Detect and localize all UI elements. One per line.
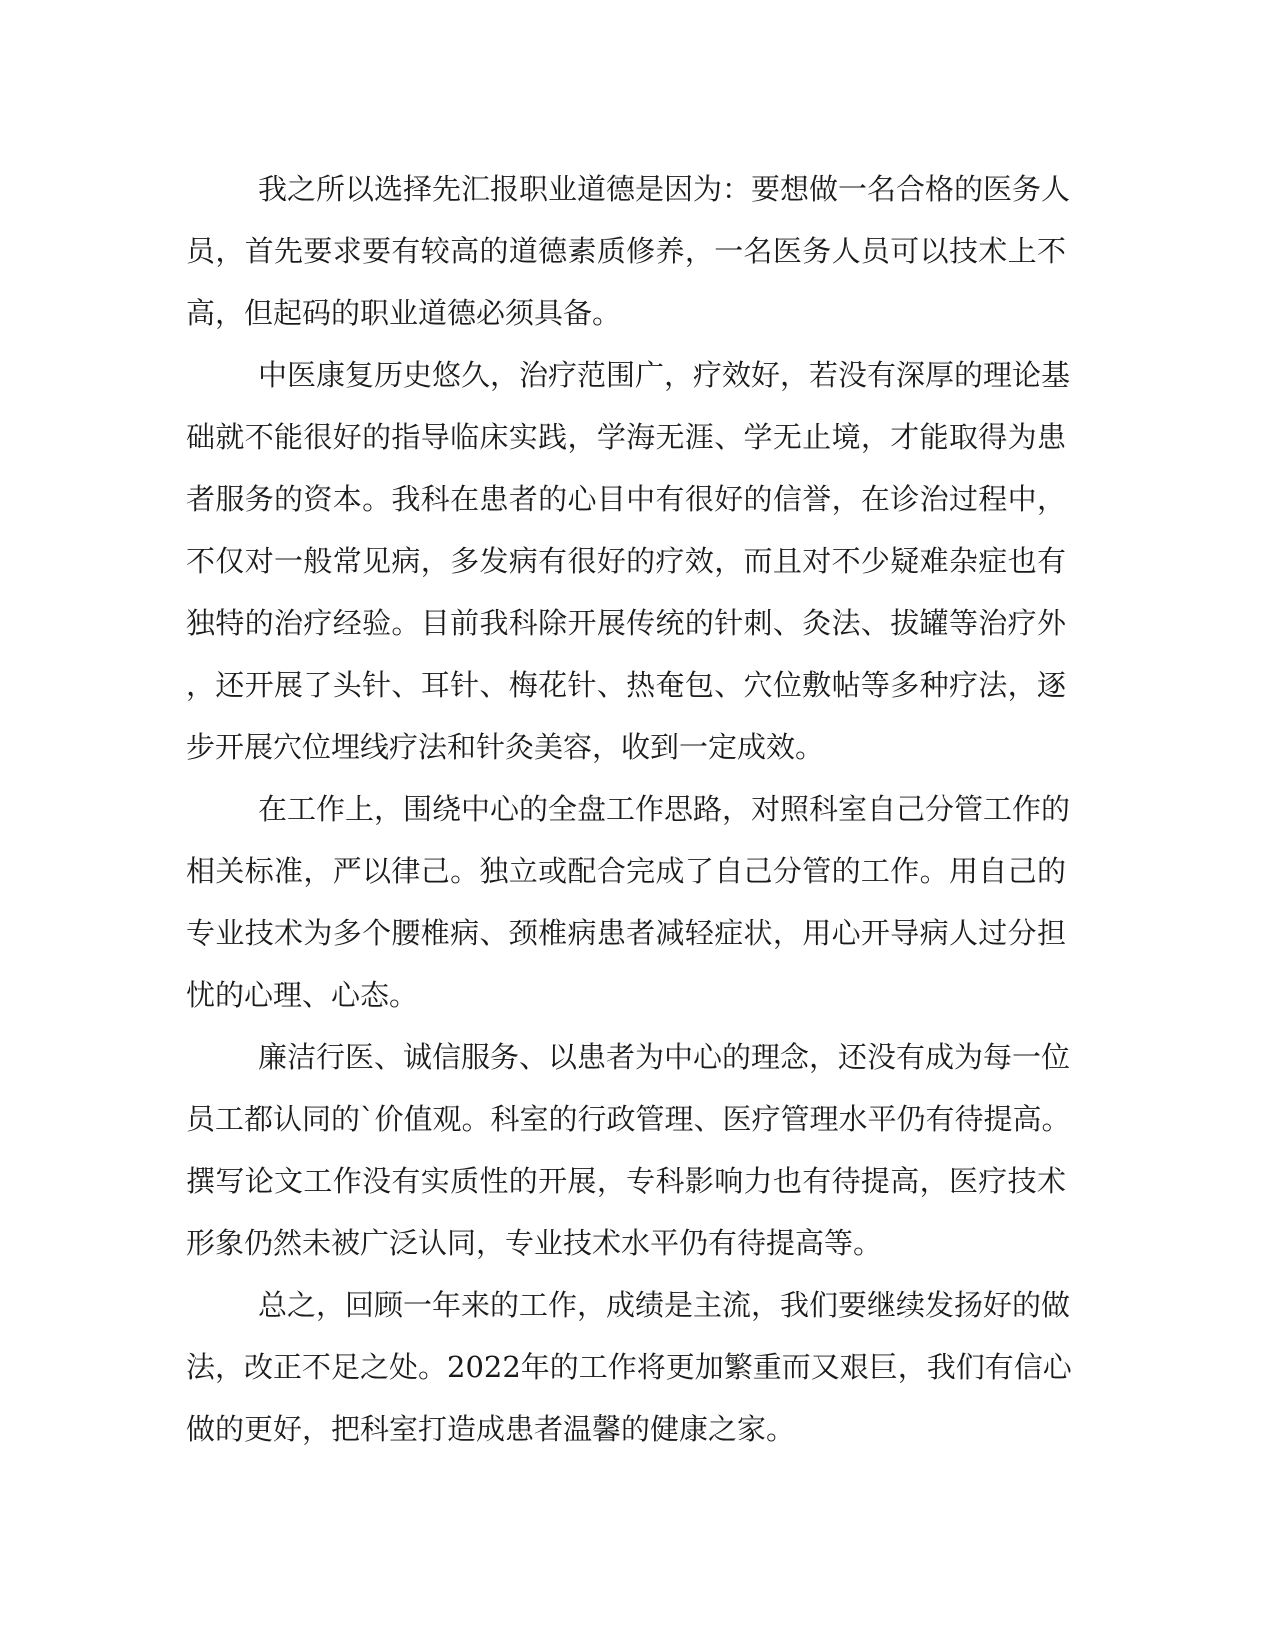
text-line: 形象仍然未被广泛认同，专业技术水平仍有待提高等。 [186, 1226, 883, 1260]
text-line: 在工作上，围绕中心的全盘工作思路，对照科室自己分管工作的 [258, 792, 1071, 826]
text-line: 独特的治疗经验。目前我科除开展传统的针刺、灸法、拔罐等治疗外 [186, 606, 1066, 640]
paragraph-professional-ethics [186, 158, 1071, 344]
text-line: 专业技术为多个腰椎病、颈椎病患者减轻症状，用心开导病人过分担 [186, 916, 1066, 950]
text-line: 撰写论文工作没有实质性的开展，专科影响力也有待提高，医疗技术 [186, 1164, 1066, 1198]
text-line: 廉洁行医、诚信服务、以患者为中心的理念，还没有成为每一位 [258, 1040, 1071, 1074]
text-line: 员，首先要求要有较高的道德素质修养，一名医务人员可以技术上不 [186, 234, 1066, 268]
document-body [186, 158, 1072, 1460]
text-line: 中医康复历史悠久，治疗范围广，疗效好，若没有深厚的理论基 [258, 358, 1071, 392]
paragraph-work [186, 778, 1071, 1026]
text-line: 忧的心理、心态。 [186, 978, 419, 1012]
paragraph-summary [186, 1274, 1072, 1460]
text-line: 者服务的资本。我科在患者的心目中有很好的信誉，在诊治过程中， [186, 482, 1066, 516]
paragraph-shortcomings [186, 1026, 1071, 1274]
text-line: 员工都认同的`价值观。科室的行政管理、医疗管理水平仍有待提高。 [186, 1102, 1071, 1136]
text-line: 法，改正不足之处。2022年的工作将更加繁重而又艰巨，我们有信心 [186, 1350, 1072, 1384]
text-line: 相关标准，严以律己。独立或配合完成了自己分管的工作。用自己的 [186, 854, 1066, 888]
text-line: ，还开展了头针、耳针、梅花针、热奄包、穴位敷帖等多种疗法，逐 [186, 668, 1066, 702]
text-line: 步开展穴位埋线疗法和针灸美容，收到一定成效。 [186, 730, 825, 764]
text-line: 高，但起码的职业道德必须具备。 [186, 296, 622, 330]
paragraph-tcm-rehabilitation [186, 344, 1071, 778]
text-line: 总之，回顾一年来的工作，成绩是主流，我们要继续发扬好的做 [258, 1288, 1071, 1322]
text-line: 不仅对一般常见病，多发病有很好的疗效，而且对不少疑难杂症也有 [186, 544, 1066, 578]
text-line: 做的更好，把科室打造成患者温馨的健康之家。 [186, 1412, 796, 1446]
text-line: 础就不能很好的指导临床实践，学海无涯、学无止境，才能取得为患 [186, 420, 1066, 454]
text-line: 我之所以选择先汇报职业道德是因为：要想做一名合格的医务人 [258, 172, 1071, 206]
